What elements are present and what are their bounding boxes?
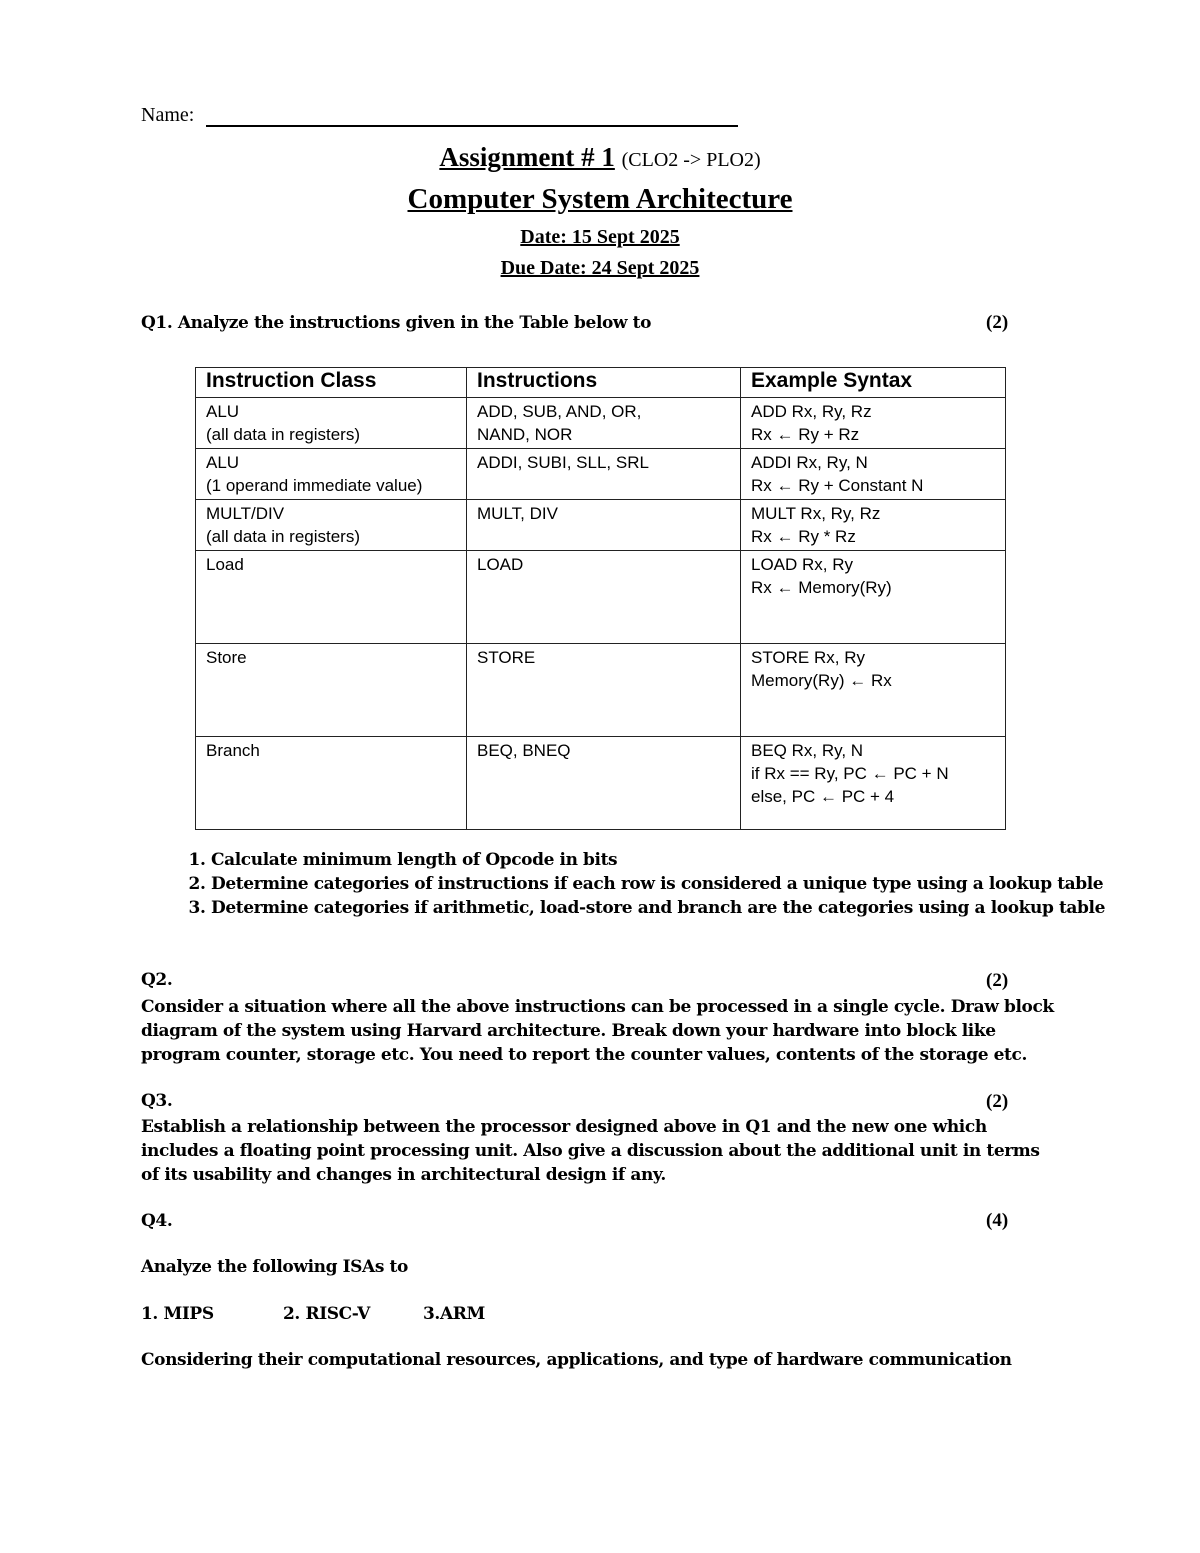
assignment-number: Assignment # 1 xyxy=(439,142,615,172)
cell-instructions xyxy=(467,551,741,644)
q1-prompt: Q1. Analyze the instructions given in the Table below to xyxy=(141,313,652,333)
header-instructions: Instructions xyxy=(467,368,741,398)
cell-line: Store xyxy=(206,648,247,667)
q3-marks: (2) xyxy=(986,1091,1009,1112)
cell-line: MULT, DIV xyxy=(477,504,558,523)
cell-line: (1 operand immediate value) xyxy=(206,476,423,495)
cell-class xyxy=(196,644,467,737)
instruction-table xyxy=(195,367,1006,830)
cell-line: ADDI Rx, Ry, N xyxy=(751,453,868,472)
cell-instructions xyxy=(467,449,741,500)
q2-text: Consider a situation where all the above instructions can be processed in a single cycle. Draw block diagram of the system using Harvard architecture. Break down your hardware into block like program counter, storage etc. You need to report the counter values, contents of the storage etc. xyxy=(141,997,1054,1065)
cell-line: LOAD Rx, Ry xyxy=(751,555,854,574)
q2-marks: (2) xyxy=(986,970,1009,991)
cell-line: BEQ, BNEQ xyxy=(477,741,571,760)
cell-class xyxy=(196,398,467,449)
cell-instructions xyxy=(467,644,741,737)
cell-line: ADD Rx, Ry, Rz xyxy=(751,402,872,421)
q3-text: Establish a relationship between the processor designed above in Q1 and the new one which includes a floating point processing unit. Also give a discussion about the additional unit in terms of its usability and changes in architectural design if any. xyxy=(141,1117,1040,1185)
list-item: 3. Determine categories if arithmetic, load-store and branch are the categories using a lookup table xyxy=(211,896,1141,920)
q2-label: Q2. xyxy=(141,970,173,990)
cell-class xyxy=(196,500,467,551)
header-example-syntax: Example Syntax xyxy=(741,368,1006,398)
q1-subquestions xyxy=(140,848,1141,920)
cell-line: MULT/DIV xyxy=(206,504,285,523)
q4-closing: Considering their computational resources, applications, and type of hardware communication xyxy=(141,1350,1012,1370)
cell-line: LOAD xyxy=(477,555,524,574)
cell-instructions xyxy=(467,737,741,830)
cell-instructions xyxy=(467,398,741,449)
cell-example xyxy=(741,398,1006,449)
cell-line: STORE Rx, Ry xyxy=(751,648,865,667)
cell-line: ADDI, SUBI, SLL, SRL xyxy=(477,453,649,472)
cell-line: else, PC ← PC + 4 xyxy=(751,787,895,806)
q1-marks: (2) xyxy=(986,312,1009,333)
cell-line: ALU xyxy=(206,453,240,472)
cell-example xyxy=(741,737,1006,830)
cell-line: Rx ← Ry + Rz xyxy=(751,425,860,444)
course-title: Computer System Architecture xyxy=(407,183,793,215)
clo-plo: (CLO2 -> PLO2) xyxy=(621,149,761,171)
table-row xyxy=(196,737,1006,830)
issue-date: Date: 15 Sept 2025 xyxy=(520,226,680,248)
cell-line: BEQ Rx, Ry, N xyxy=(751,741,864,760)
table-row xyxy=(196,551,1006,644)
cell-line: Rx ← Ry * Rz xyxy=(751,527,856,546)
cell-line: MULT Rx, Ry, Rz xyxy=(751,504,881,523)
cell-line: ADD, SUB, AND, OR, xyxy=(477,402,642,421)
q4-intro: Analyze the following ISAs to xyxy=(141,1257,408,1277)
q3-label: Q3. xyxy=(141,1091,173,1111)
cell-line: STORE xyxy=(477,648,536,667)
isa-arm: 3.ARM xyxy=(423,1304,485,1324)
cell-line: NAND, NOR xyxy=(477,425,573,444)
list-item: 1. Calculate minimum length of Opcode in bits xyxy=(211,848,1141,872)
table-header-row xyxy=(196,368,1006,398)
cell-line: ALU xyxy=(206,402,240,421)
cell-line: if Rx == Ry, PC ← PC + N xyxy=(751,764,949,783)
cell-class xyxy=(196,551,467,644)
header-instruction-class: Instruction Class xyxy=(196,368,467,398)
cell-line: Branch xyxy=(206,741,260,760)
due-date: Due Date: 24 Sept 2025 xyxy=(500,257,700,279)
name-label: Name: xyxy=(141,104,195,126)
q4-label: Q4. xyxy=(141,1211,173,1231)
table-row xyxy=(196,500,1006,551)
cell-example xyxy=(741,551,1006,644)
table-row xyxy=(196,644,1006,737)
assignment-title xyxy=(0,142,1200,173)
list-item: 2. Determine categories of instructions if each row is considered a unique type using a lookup table xyxy=(211,872,1141,896)
cell-example xyxy=(741,449,1006,500)
cell-line: Rx ← Memory(Ry) xyxy=(751,578,892,597)
cell-instructions xyxy=(467,500,741,551)
cell-class xyxy=(196,449,467,500)
cell-example xyxy=(741,500,1006,551)
name-blank-line xyxy=(206,125,738,127)
cell-example xyxy=(741,644,1006,737)
cell-line: Rx ← Ry + Constant N xyxy=(751,476,924,495)
table-row xyxy=(196,398,1006,449)
cell-line: (all data in registers) xyxy=(206,425,361,444)
q4-marks: (4) xyxy=(986,1210,1009,1231)
cell-line: Load xyxy=(206,555,244,574)
isa-mips: 1. MIPS xyxy=(141,1304,214,1324)
cell-line: (all data in registers) xyxy=(206,527,361,546)
cell-line: Memory(Ry) ← Rx xyxy=(751,671,892,690)
cell-class xyxy=(196,737,467,830)
isa-riscv: 2. RISC-V xyxy=(283,1304,370,1324)
table-row xyxy=(196,449,1006,500)
